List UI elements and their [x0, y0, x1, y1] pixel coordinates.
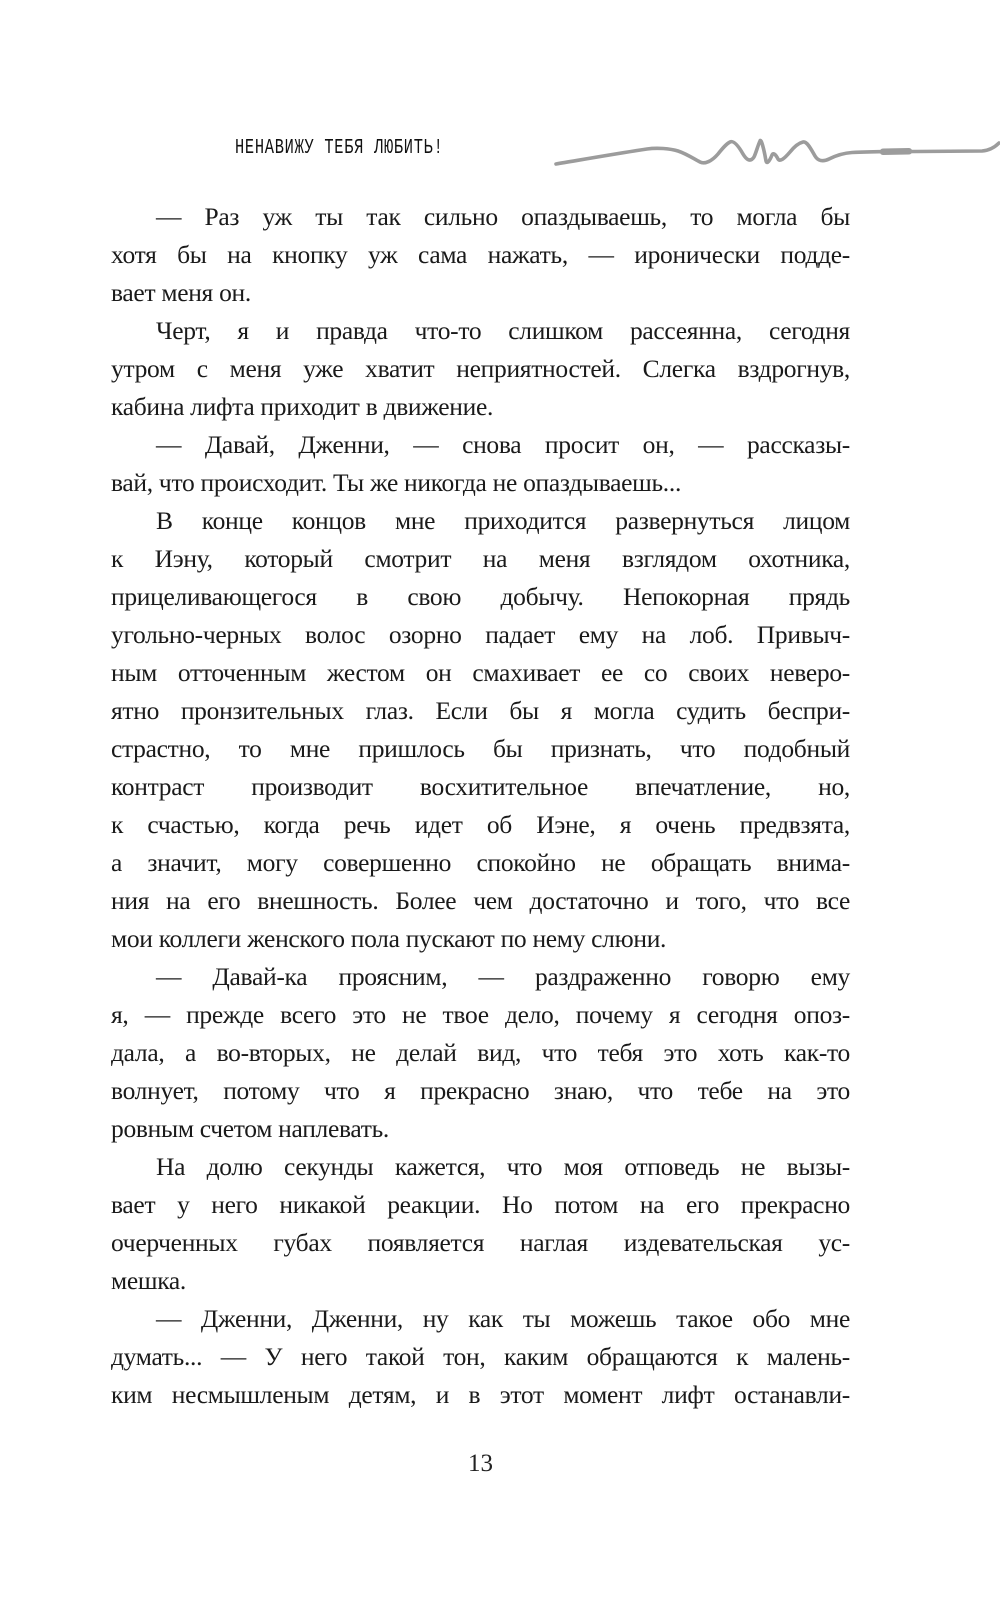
- text-line: контраст производит восхитительное впечатление, но,: [111, 772, 850, 801]
- text-line: — Дженни, Дженни, ну как ты можешь такое обо мне: [156, 1304, 850, 1333]
- text-line: вает у него никакой реакции. Но потом на его прекрасно: [111, 1190, 850, 1219]
- text-line: мои коллеги женского пола пускают по нему слюни.: [111, 924, 667, 953]
- text-line: я, — прежде всего это не твое дело, почему я сегодня опоз-: [111, 1000, 850, 1029]
- text-line: очерченных губах появляется наглая издевательская ус-: [111, 1228, 850, 1257]
- text-line: вай, что происходит. Ты же никогда не опаздываешь...: [111, 468, 682, 497]
- body-text: [111, 198, 850, 1414]
- text-line: к Иэну, который смотрит на меня взглядом охотника,: [111, 544, 850, 573]
- text-line: хотя бы на кнопку уж сама нажать, — иронически подде-: [111, 240, 850, 269]
- text-line: угольно-черных волос озорно падает ему на лоб. Привыч-: [111, 620, 850, 649]
- text-line: На долю секунды кажется, что моя отповедь не вызы-: [156, 1152, 850, 1181]
- paragraph: [111, 1148, 850, 1300]
- text-line: ным отточенным жестом он смахивает ее со своих неверо-: [111, 658, 850, 687]
- text-line: ким несмышленым детям, и в этот момент лифт останавли-: [111, 1380, 850, 1409]
- text-line: — Раз уж ты так сильно опаздываешь, то могла бы: [156, 202, 850, 231]
- text-line: ятно пронзительных глаз. Если бы я могла судить беспри-: [111, 696, 850, 725]
- decorative-squiggle-line: [552, 131, 1000, 173]
- page-number: 13: [468, 1450, 493, 1477]
- text-line: кабина лифта приходит в движение.: [111, 392, 494, 421]
- paragraph: [111, 426, 850, 502]
- paragraph: [111, 1300, 850, 1414]
- text-line: — Давай, Дженни, — снова просит он, — рассказы-: [156, 430, 850, 459]
- text-line: В конце концов мне приходится развернуться лицом: [156, 506, 850, 535]
- running-header-title: НЕНАВИЖУ ТЕБЯ ЛЮБИТЬ!: [235, 137, 444, 160]
- text-line: — Давай-ка проясним, — раздраженно говорю ему: [156, 962, 850, 991]
- text-line: ния на его внешность. Более чем достаточно и того, что все: [111, 886, 850, 915]
- text-line: а значит, могу совершенно спокойно не обращать внима-: [111, 848, 850, 877]
- text-line: ровным счетом наплевать.: [111, 1114, 389, 1143]
- text-line: к счастью, когда речь идет об Иэне, я очень предвзята,: [111, 810, 850, 839]
- text-line: мешка.: [111, 1266, 186, 1295]
- paragraph: [111, 312, 850, 426]
- text-line: дала, а во-вторых, не делай вид, что тебя это хоть как-то: [111, 1038, 850, 1067]
- text-line: думать... — У него такой тон, каким обращаются к малень-: [111, 1342, 850, 1371]
- text-line: страстно, то мне пришлось бы признать, что подобный: [111, 734, 850, 763]
- paragraph: [111, 958, 850, 1148]
- text-line: волнует, потому что я прекрасно знаю, что тебе на это: [111, 1076, 850, 1105]
- text-line: Черт, я и правда что-то слишком рассеянна, сегодня: [156, 316, 850, 345]
- paragraph: [111, 198, 850, 312]
- text-line: прицеливающегося в свою добычу. Непокорная прядь: [111, 582, 850, 611]
- paragraph: [111, 502, 850, 958]
- text-line: утром с меня уже хватит неприятностей. Слегка вздрогнув,: [111, 354, 850, 383]
- text-line: вает меня он.: [111, 278, 251, 307]
